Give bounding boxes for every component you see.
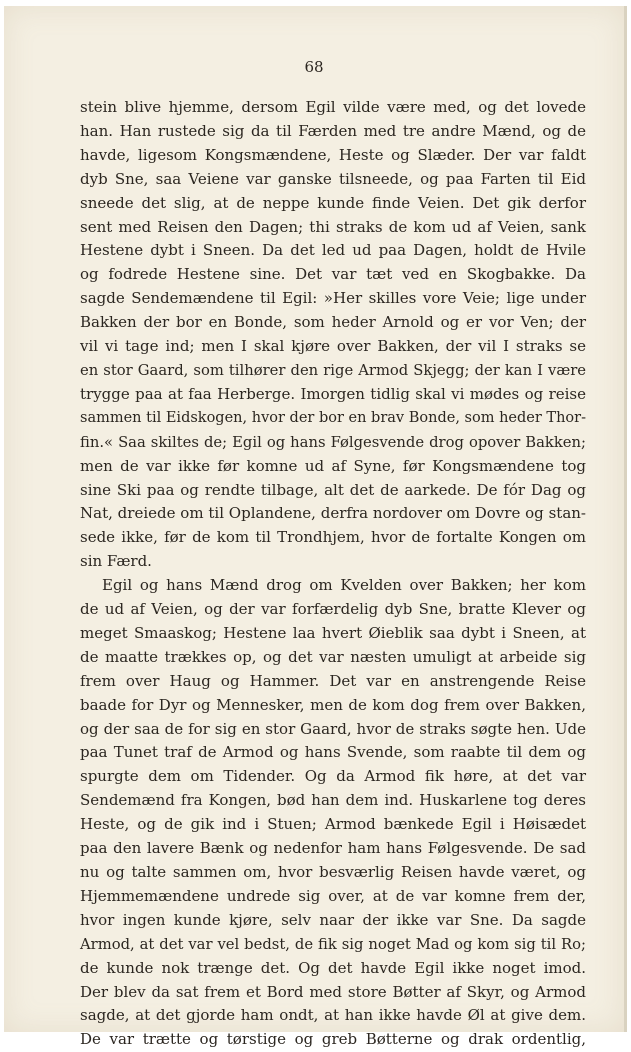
text-line: vil vi tage ind; men I skal kjøre over Bakken, der vil I straks se: [80, 337, 586, 356]
text-line: meget Smaaskog; Hestene laa hvert Øieblik saa dybt i Sneen, at: [80, 623, 586, 642]
text-line: og der saa de for sig en stor Gaard, hvor de straks søgte hen. Ude: [80, 719, 586, 738]
text-line: fin.« Saa skiltes de; Egil og hans Følgesvende drog opover Bakken;: [80, 433, 586, 451]
text-line: sine Ski paa og rendte tilbage, alt det de aarkede. De fór Dag og: [80, 480, 586, 499]
text-line: de maatte trækkes op, og det var næsten umuligt at arbeide sig: [80, 647, 586, 666]
text-line: Armod, at det var vel bedst, de fik sig noget Mad og kom sig til Ro;: [80, 935, 586, 953]
text-line: spurgte dem om Tidender. Og da Armod fik høre, at det var: [80, 767, 586, 786]
text-line: sammen til Eidskogen, hvor der bor en brav Bonde, som heder Thor-: [80, 409, 586, 426]
text-line: De var trætte og tørstige og greb Bøtterne og drak ordentlig,: [80, 1030, 586, 1049]
text-line: nu og talte sammen om, hvor besværlig Reisen havde været, og: [80, 863, 586, 881]
text-line: men de var ikke før komne ud af Syne, før Kongsmændene tog: [80, 456, 586, 475]
text-line: havde, ligesom Kongsmændene, Heste og Slæder. Der var faldt: [80, 145, 586, 164]
text-line: Egil og hans Mænd drog om Kvelden over Bakken; her kom: [102, 576, 586, 595]
text-line: og fodrede Hestene sine. Det var tæt ved en Skogbakke. Da: [80, 265, 586, 284]
text-line: dyb Sne, saa Veiene var ganske tilsneede, og paa Farten til Eid: [80, 169, 586, 188]
book-page: [4, 6, 627, 1049]
text-line: de kunde nok trænge det. Og det havde Egil ikke noget imod.: [80, 958, 586, 977]
text-line: hvor ingen kunde kjøre, selv naar der ikke var Sne. Da sagde: [80, 910, 586, 929]
text-line: Hestene dybt i Sneen. Da det led ud paa Dagen, holdt de Hvile: [80, 241, 586, 260]
text-line: Bakken der bor en Bonde, som heder Arnold og er vor Ven; der: [80, 313, 586, 332]
text-line: sagde Sendemændene til Egil: »Her skilles vore Veie; lige under: [80, 289, 586, 308]
text-line: Der blev da sat frem et Bord med store Bøtter af Skyr, og Armod: [80, 982, 586, 1001]
text-line: sagde, at det gjorde ham ondt, at han ikke havde Øl at give dem.: [80, 1006, 586, 1025]
text-line: Hjemmemændene undrede sig over, at de var komne frem der,: [80, 886, 586, 905]
text-line: baade for Dyr og Mennesker, men de kom dog frem over Bakken,: [80, 695, 586, 714]
text-line: sede ikke, før de kom til Trondhjem, hvor de fortalte Kongen om: [80, 528, 586, 547]
page-number: 68: [304, 58, 324, 76]
text-line: de ud af Veien, og der var forfærdelig dyb Sne, bratte Klever og: [80, 600, 586, 619]
text-line: Sendemænd fra Kongen, bød han dem ind. Huskarlene tog deres: [80, 791, 586, 810]
text-line: sent med Reisen den Dagen; thi straks de kom ud af Veien, sank: [80, 217, 586, 236]
text-line: sneede det slig, at de neppe kunde finde Veien. Det gik derfor: [80, 193, 586, 212]
text-line: trygge paa at faa Herberge. Imorgen tidlig skal vi mødes og reise: [80, 384, 586, 403]
text-line: stein blive hjemme, dersom Egil vilde være med, og det lovede: [80, 98, 586, 116]
text-line: sin Færd.: [80, 552, 152, 571]
body-text: [80, 96, 586, 1052]
text-line: paa den lavere Bænk og nedenfor ham hans Følgesvende. De sad: [80, 839, 586, 858]
text-line: en stor Gaard, som tilhører den rige Armod Skjegg; der kan I være: [80, 361, 586, 379]
text-line: Heste, og de gik ind i Stuen; Armod bænkede Egil i Høisædet: [80, 815, 586, 834]
text-line: Nat, dreiede om til Oplandene, derfra nordover om Dovre og stan-: [80, 504, 586, 523]
text-line: frem over Haug og Hammer. Det var en anstrengende Reise: [80, 671, 586, 690]
text-line: paa Tunet traf de Armod og hans Svende, som raabte til dem og: [80, 743, 586, 762]
text-line: han. Han rustede sig da til Færden med tre andre Mænd, og de: [80, 121, 586, 140]
